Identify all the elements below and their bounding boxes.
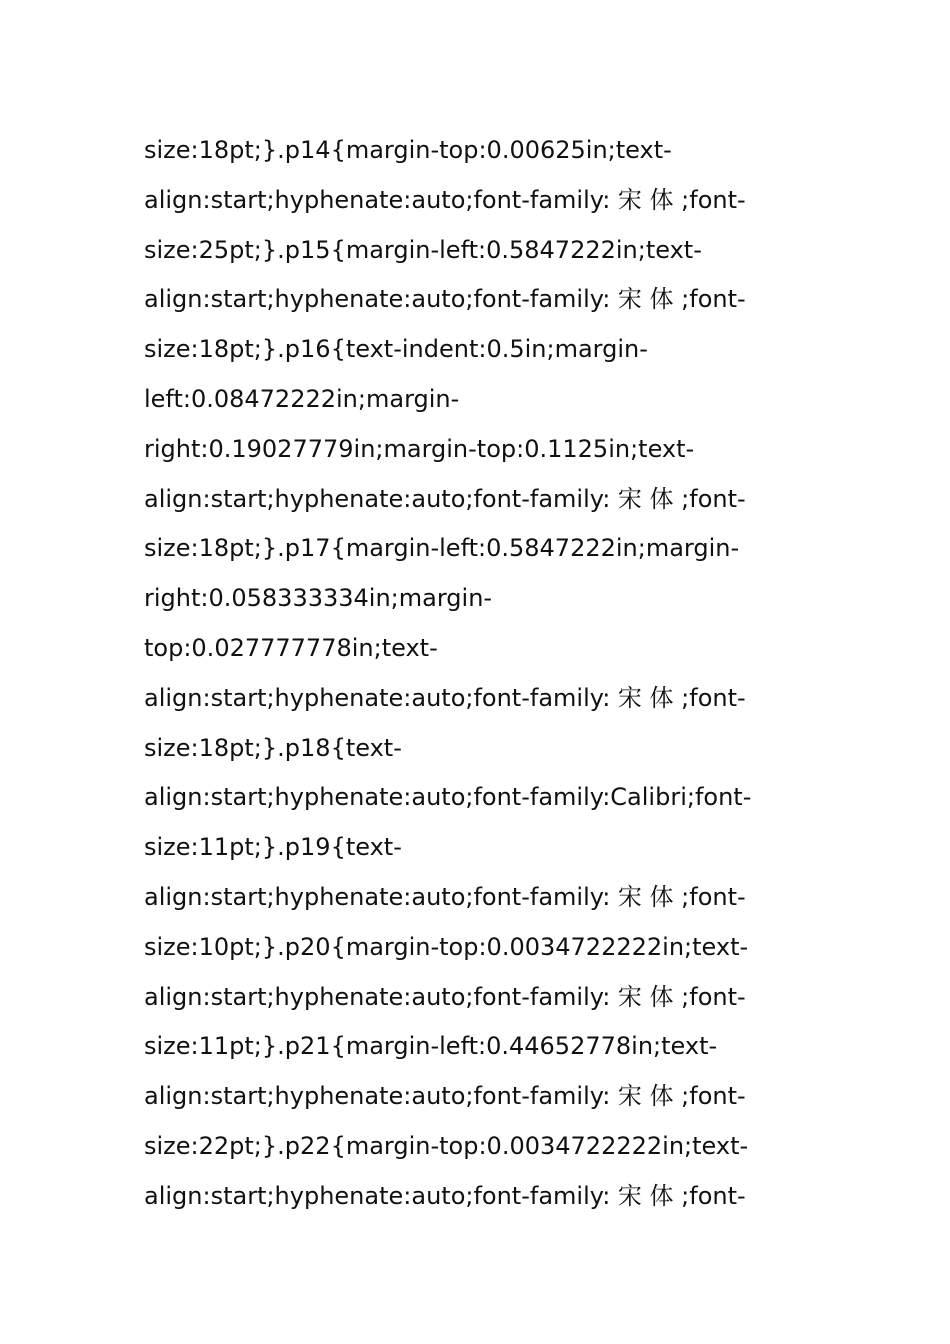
text-line: align:start;hyphenate:auto;font-family: 宋 体 ;font- <box>144 882 746 911</box>
text-line: size:22pt;}.p22{margin-top:0.0034722222in;text- <box>144 1131 749 1160</box>
text-line: align:start;hyphenate:auto;font-family: 宋 体 ;font- <box>144 1181 746 1210</box>
text-line: top:0.027777778in;text- <box>144 633 438 662</box>
text-line: left:0.08472222in;margin- <box>144 384 460 413</box>
text-line: align:start;hyphenate:auto;font-family: 宋 体 ;font- <box>144 285 746 314</box>
text-line: align:start;hyphenate:auto;font-family: 宋 体 ;font- <box>144 185 746 214</box>
text-line: align:start;hyphenate:auto;font-family: 宋 体 ;font- <box>144 484 746 513</box>
text-line: size:11pt;}.p21{margin-left:0.44652778in;text- <box>144 1032 718 1061</box>
text-line: size:18pt;}.p17{margin-left:0.5847222in;margin- <box>144 534 740 563</box>
text-line: size:18pt;}.p14{margin-top:0.00625in;text- <box>144 136 672 164</box>
text-line: align:start;hyphenate:auto;font-family: 宋 体 ;font- <box>144 982 746 1011</box>
text-line: right:0.19027779in;margin-top:0.1125in;text- <box>144 434 695 463</box>
text-line: align:start;hyphenate:auto;font-family: 宋 体 ;font- <box>144 1082 746 1111</box>
text-line: size:10pt;}.p20{margin-top:0.0034722222in;text- <box>144 932 749 961</box>
text-line: align:start;hyphenate:auto;font-family: 宋 体 ;font- <box>144 683 746 712</box>
text-line: right:0.058333334in;margin- <box>144 584 493 613</box>
text-line: size:18pt;}.p16{text-indent:0.5in;margin- <box>144 335 648 364</box>
document-body <box>144 126 824 1222</box>
text-line: align:start;hyphenate:auto;font-family:Calibri;font- <box>144 783 752 812</box>
text-line: size:25pt;}.p15{margin-left:0.5847222in;text- <box>144 235 702 264</box>
text-line: size:11pt;}.p19{text- <box>144 833 402 862</box>
text-line: size:18pt;}.p18{text- <box>144 733 402 762</box>
